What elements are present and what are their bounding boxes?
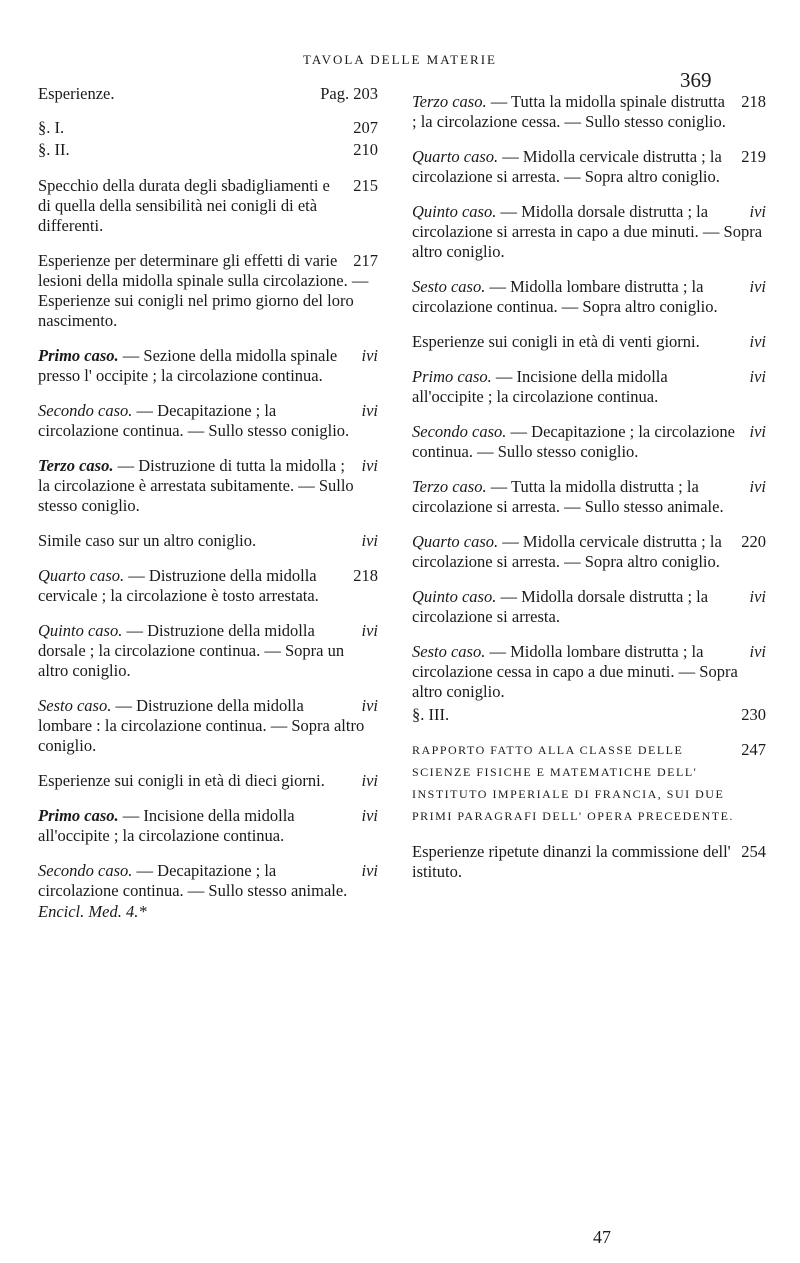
entry-head: Sesto caso. <box>412 277 486 296</box>
entry-text: — Tutta la midolla distrutta ; la circolazione si arresta. — Sullo stesso animale. <box>412 477 724 516</box>
toc-row-label: Esperienze. <box>38 84 115 103</box>
toc-entry <box>412 532 766 572</box>
entry-head: Primo caso. <box>38 346 119 365</box>
entry-ref: ivi <box>749 332 766 351</box>
toc-entry <box>412 587 766 627</box>
entry-head: Quarto caso. <box>38 566 125 585</box>
entry-head: Secondo caso. <box>412 422 507 441</box>
toc-entry <box>38 566 378 606</box>
entry-ref: ivi <box>361 456 378 475</box>
entry-ref: 220 <box>741 532 766 551</box>
entry-ref: 218 <box>741 92 766 111</box>
entry-head: Quinto caso. <box>38 621 123 640</box>
entry-head: Primo caso. <box>38 806 119 825</box>
entry-text: Simile caso sur un altro coniglio. <box>38 531 257 550</box>
right-column <box>412 92 766 897</box>
entry-ref: ivi <box>749 422 766 441</box>
toc-entry <box>38 401 378 441</box>
entry-head: Quarto caso. <box>412 532 499 551</box>
entry-ref: 218 <box>353 566 378 585</box>
toc-entry <box>38 861 378 901</box>
toc-row-ref: Pag. 203 <box>320 84 378 103</box>
toc-row-label: §. I. <box>38 118 65 137</box>
page-number: 369 <box>680 68 712 92</box>
entry-text: Specchio della durata degli sbadigliamenti e di quella della sensibilità nei conigli di età differenti. <box>38 176 330 235</box>
entry-ref: ivi <box>361 401 378 420</box>
toc-entry <box>38 806 378 846</box>
entry-text: — Distruzione della midolla dorsale ; la circolazione continua. — Sopra un altro coniglio. <box>38 621 345 680</box>
entry-head: Terzo caso. <box>412 477 487 496</box>
entry-ref: ivi <box>361 621 378 640</box>
footer-note: Encicl. Med. 4.* <box>38 902 147 921</box>
entry-text: Esperienze sui conigli in età di venti giorni. <box>412 332 700 351</box>
entry-head: Quinto caso. <box>412 202 497 221</box>
entry-head: Terzo caso. <box>412 92 487 111</box>
entry-text: — Tutta la midolla spinale distrutta ; la circolazione cessa. — Sullo stesso coniglio. <box>412 92 726 131</box>
entry-text: — Midolla lombare distrutta ; la circolazione continua. — Sopra altro coniglio. <box>412 277 718 316</box>
entry-ref: ivi <box>361 861 378 880</box>
last-entry-text: Esperienze ripetute dinanzi la commissione dell' istituto. <box>412 842 731 881</box>
entry-head: Secondo caso. <box>38 401 133 420</box>
toc-entry <box>412 642 766 702</box>
section-row <box>412 705 766 725</box>
entry-head: Sesto caso. <box>38 696 112 715</box>
entry-text: — Distruzione di tutta la midolla ; la circolazione è arrestata subitamente. — Sullo stesso coniglio. <box>38 456 354 515</box>
entry-ref: ivi <box>749 202 766 221</box>
toc-row-ref: 207 <box>353 118 378 137</box>
entry-head: Terzo caso. <box>38 456 114 475</box>
entry-ref: 219 <box>741 147 766 166</box>
last-entry-ref: 254 <box>741 842 766 861</box>
entry-head: Quarto caso. <box>412 147 499 166</box>
section-label: §. III. <box>412 705 450 724</box>
entry-text: Esperienze sui conigli in età di dieci giorni. <box>38 771 325 790</box>
toc-entry <box>412 332 766 352</box>
report-entry <box>412 739 766 827</box>
toc-entry <box>38 456 378 516</box>
entry-text: — Midolla dorsale distrutta ; la circolazione si arresta. <box>412 587 709 626</box>
toc-row-label: §. II. <box>38 140 70 159</box>
toc-entry <box>38 176 378 236</box>
toc-row <box>38 118 378 138</box>
entry-ref: ivi <box>361 771 378 790</box>
toc-entry <box>38 696 378 756</box>
entry-text: — Decapitazione ; la circolazione continua. — Sullo stesso coniglio. <box>412 422 735 461</box>
running-title: TAVOLA DELLE MATERIE <box>303 52 497 67</box>
signature-mark: 47 <box>593 1227 611 1247</box>
entry-ref: ivi <box>749 367 766 386</box>
entry-text: — Midolla dorsale distrutta ; la circolazione si arresta in capo a due minuti. — Sopra altro coniglio. <box>412 202 763 261</box>
entry-text: — Incisione della midolla all'occipite ; la circolazione continua. <box>38 806 295 845</box>
entry-ref: ivi <box>361 346 378 365</box>
toc-row <box>38 140 378 160</box>
toc-entry <box>412 92 766 132</box>
entry-ref: 215 <box>353 176 378 195</box>
report-text: RAPPORTO FATTO ALLA CLASSE DELLE SCIENZE FISICHE E MATEMATICHE DELL' INSTITUTO IMPERIALE DI FRANCIA, SUI DUE PRIMI PARAGRAFI DELL' OPERA PRECEDENTE. <box>412 743 734 823</box>
toc-entry <box>38 251 378 331</box>
toc-entry <box>38 771 378 791</box>
entry-ref: ivi <box>749 477 766 496</box>
entry-head: Sesto caso. <box>412 642 486 661</box>
section-ref: 230 <box>741 705 766 724</box>
toc-row <box>38 84 378 104</box>
entry-ref: ivi <box>749 587 766 606</box>
toc-row-ref: 210 <box>353 140 378 159</box>
entry-text: Esperienze per determinare gli effetti di varie lesioni della midolla spinale sulla circolazione. — Esperienze sui conigli nel primo giorno del loro nascimento. <box>38 251 369 330</box>
entry-ref: 217 <box>353 251 378 270</box>
toc-entry <box>38 346 378 386</box>
entry-ref: ivi <box>749 277 766 296</box>
toc-entry <box>412 422 766 462</box>
toc-entry <box>412 277 766 317</box>
left-column <box>38 84 378 922</box>
entry-text: — Midolla lombare distrutta ; la circolazione cessa in capo a due minuti. — Sopra altro coniglio. <box>412 642 738 701</box>
entry-text: — Incisione della midolla all'occipite ; la circolazione continua. <box>412 367 668 406</box>
toc-entry <box>38 621 378 681</box>
entry-text: — Decapitazione ; la circolazione continua. — Sullo stesso coniglio. <box>38 401 350 440</box>
toc-entry <box>38 531 378 551</box>
toc-entry <box>412 477 766 517</box>
left-entry-list <box>38 176 378 901</box>
entry-text: — Decapitazione ; la circolazione continua. — Sullo stesso animale. <box>38 861 348 900</box>
report-ref: 247 <box>741 740 766 759</box>
last-entry <box>412 842 766 882</box>
entry-head: Quinto caso. <box>412 587 497 606</box>
toc-entry <box>412 202 766 262</box>
entry-text: — Distruzione della midolla lombare : la circolazione continua. — Sopra altro coniglio. <box>38 696 365 755</box>
entry-ref: ivi <box>361 806 378 825</box>
entry-text: — Distruzione della midolla cervicale ; la circolazione è tosto arrestata. <box>38 566 319 605</box>
toc-entry <box>412 367 766 407</box>
entry-ref: ivi <box>361 696 378 715</box>
entry-text: — Sezione della midolla spinale presso l' occipite ; la circolazione continua. <box>38 346 338 385</box>
entry-ref: ivi <box>749 642 766 661</box>
right-entry-list <box>412 92 766 702</box>
toc-entry <box>412 147 766 187</box>
entry-ref: ivi <box>361 531 378 550</box>
entry-head: Primo caso. <box>412 367 492 386</box>
entry-text: — Midolla cervicale distrutta ; la circolazione si arresta. — Sopra altro coniglio. <box>412 147 722 186</box>
entry-head: Secondo caso. <box>38 861 133 880</box>
entry-text: — Midolla cervicale distrutta ; la circolazione si arresta. — Sopra altro coniglio. <box>412 532 722 571</box>
